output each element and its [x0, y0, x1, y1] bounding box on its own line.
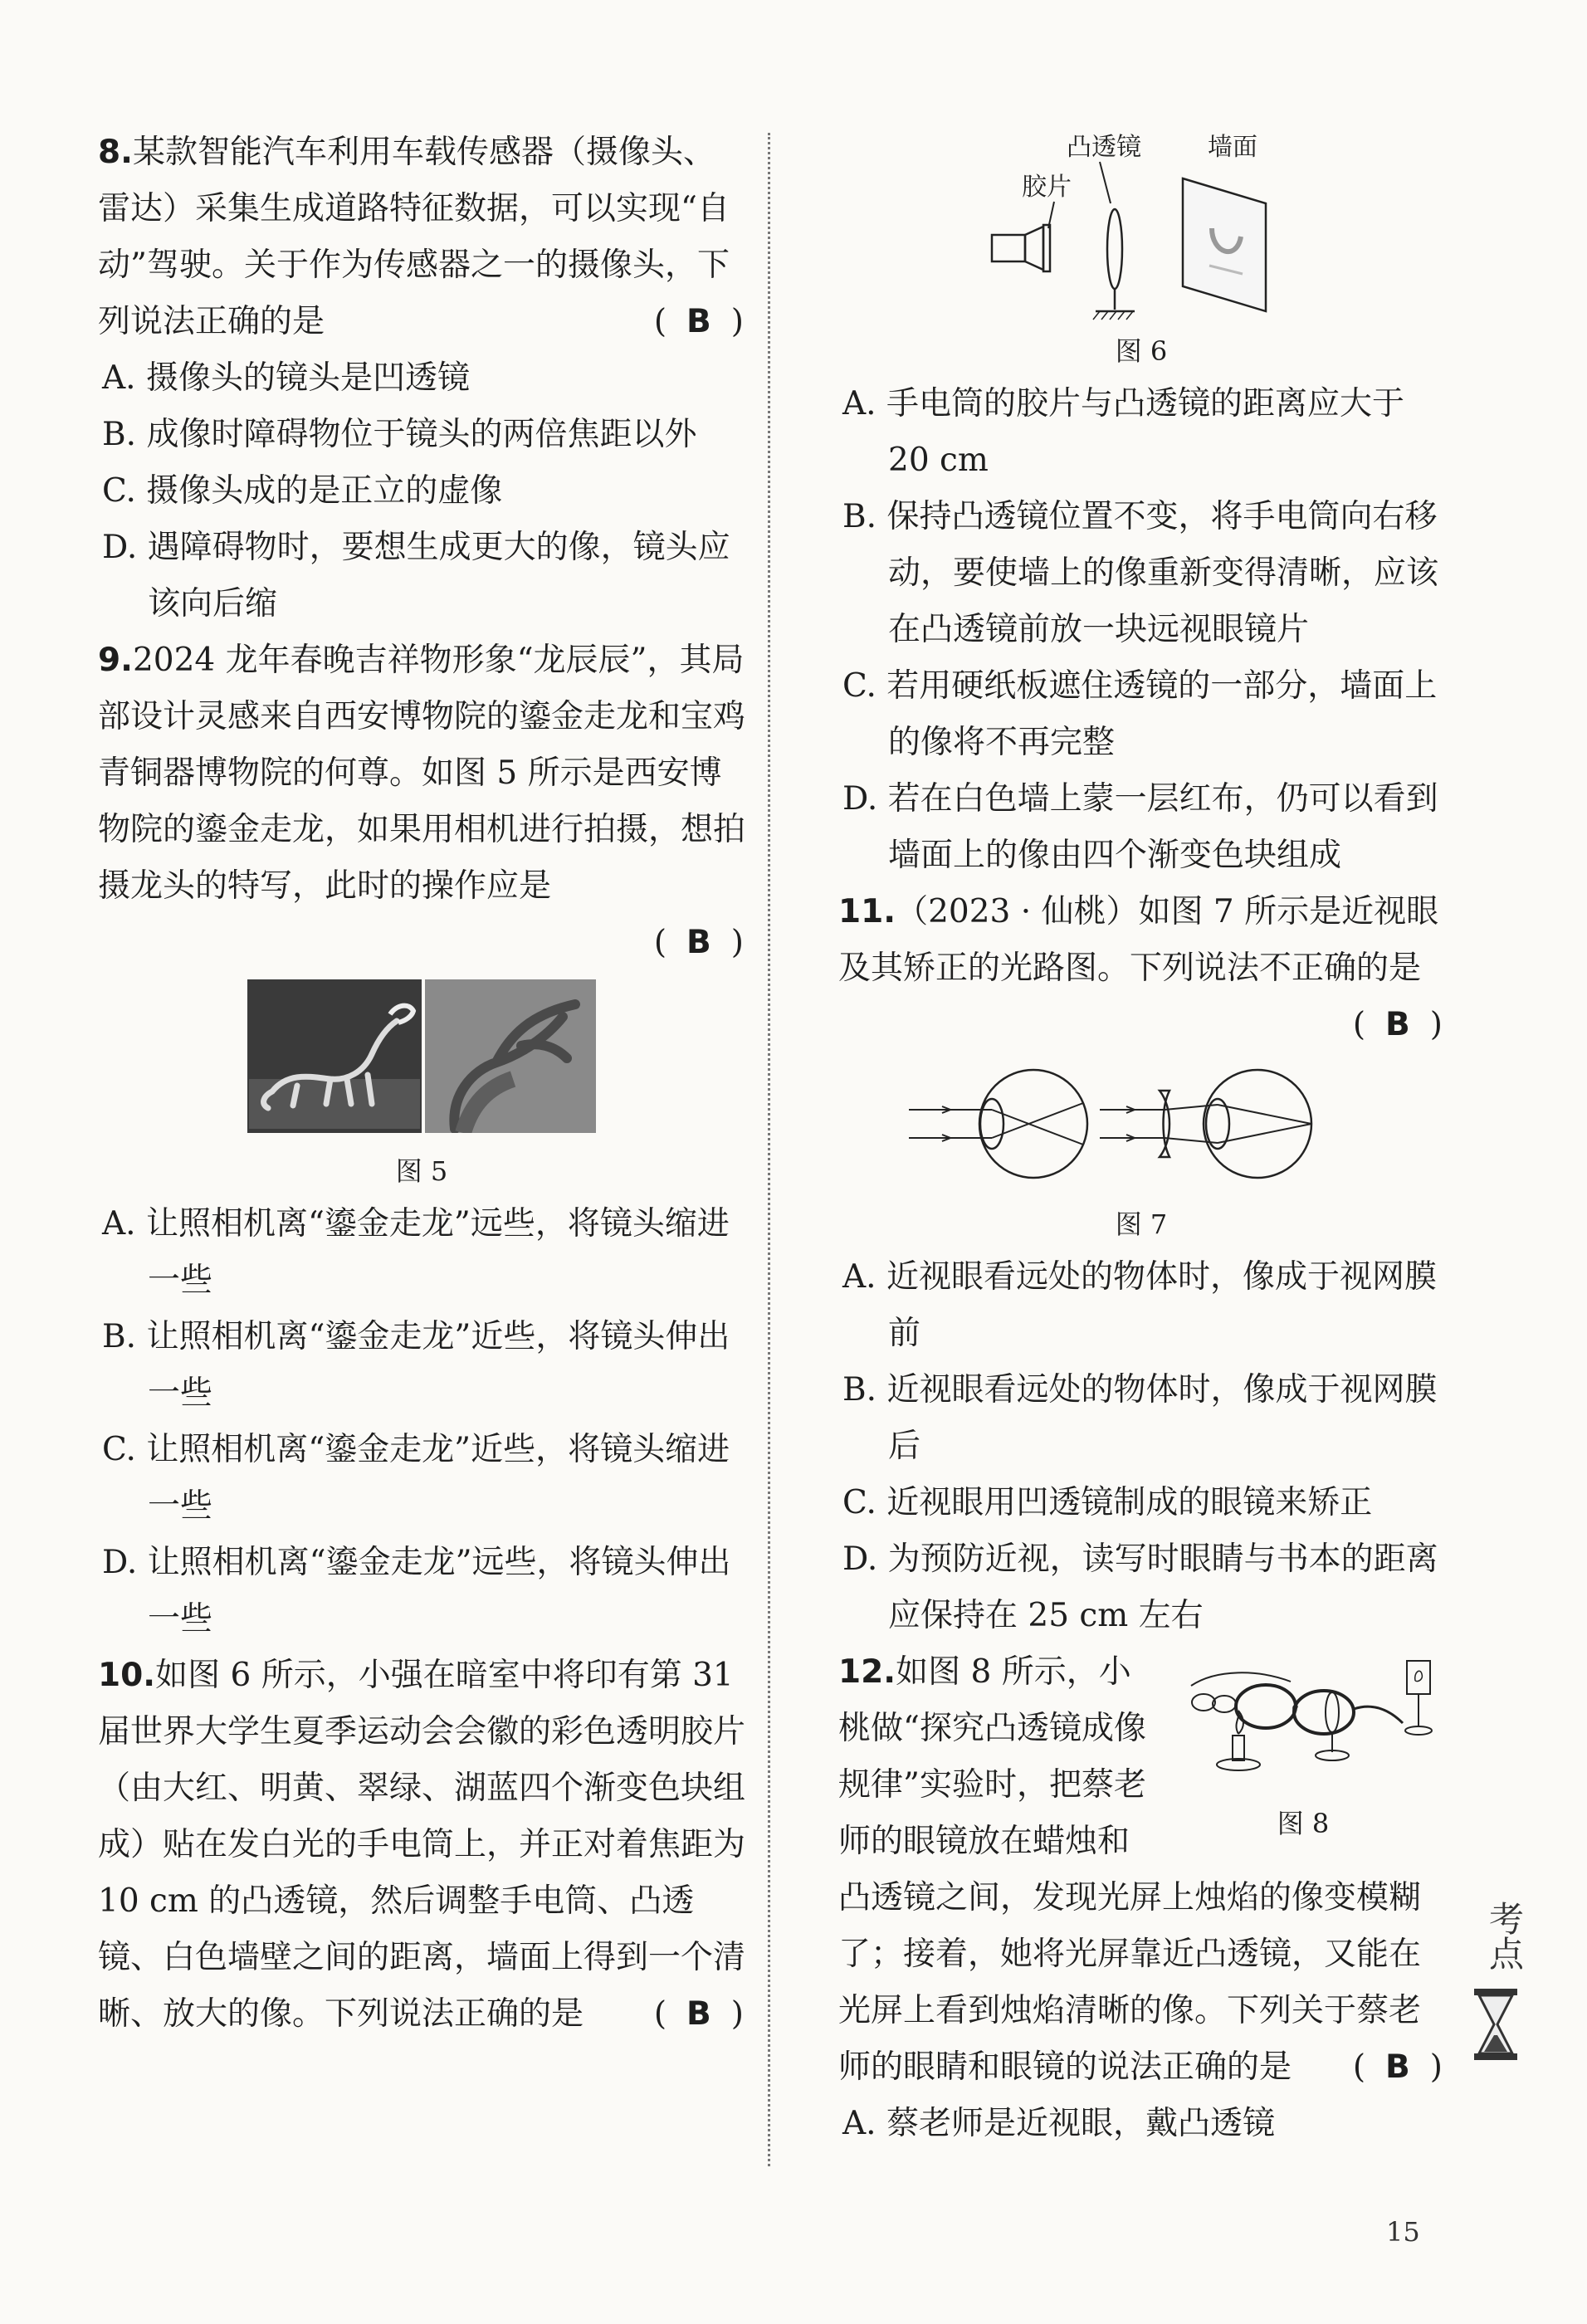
figure-caption: 图 7 — [1115, 1208, 1168, 1240]
question-stem: 如图 8 所示，小桃做“探究凸透镜成像规律”实验时，把蔡老师的眼镜放在蜡烛和凸透镜之间，发现光屏上烛焰的像变模糊了；接着，她将光屏靠近凸透镜，又能在光屏上看到烛焰清晰的像。下列关于蔡老师的眼睛和眼镜的说法正确的是 — [838, 1653, 1422, 2086]
option-d: D. 让照相机离“鎏金走龙”远些，将镜头伸出一些 — [102, 1544, 731, 1638]
answer-key: B — [686, 924, 713, 961]
answer-key: B — [686, 303, 713, 340]
column-divider — [768, 133, 770, 2166]
question-10 — [98, 1648, 745, 2043]
answer-box: ( B ) — [653, 1995, 745, 2033]
figure-6 — [838, 129, 1444, 371]
option-b: B. 成像时障碍物位于镜头的两倍焦距以外 — [102, 416, 697, 453]
page-number: 15 — [1386, 2216, 1420, 2248]
option-a: A. 让照相机离“鎏金走龙”远些，将镜头缩进一些 — [102, 1205, 730, 1299]
option-d: D. 遇障碍物时，要想生成更大的像，镜头应该向后缩 — [102, 529, 730, 622]
option-b: B. 近视眼看远处的物体时，像成于视网膜后 — [842, 1371, 1438, 1465]
answer-key: B — [1385, 2048, 1412, 2086]
label-lens: 凸透镜 — [1067, 133, 1141, 162]
dragon-photos — [247, 979, 596, 1133]
option-a: A. 蔡老师是近视眼，戴凸透镜 — [842, 2105, 1275, 2142]
question-number: 12. — [838, 1653, 896, 1691]
label-film: 胶片 — [1022, 173, 1072, 202]
option-d: D. 为预防近视，读写时眼睛与书本的距离应保持在 25 cm 左右 — [842, 1540, 1438, 1634]
figure-caption: 图 5 — [395, 1155, 448, 1187]
side-tab-label: 考点 — [1484, 1901, 1525, 1970]
question-number: 9. — [98, 642, 133, 679]
answer-box: ( B ) — [1352, 2048, 1444, 2086]
question-12 — [838, 1644, 1444, 2152]
option-b: B. 保持凸透镜位置不变，将手电筒向右移动，要使墙上的像重新变得清晰，应该在凸透镜前放一块远视眼镜片 — [842, 498, 1439, 648]
figure-caption: 图 6 — [1115, 335, 1168, 367]
left-column — [98, 124, 745, 2043]
myopia-ray-diagram — [909, 1062, 1374, 1186]
option-c: C. 若用硬纸板遮住透镜的一部分，墙面上的像将不再完整 — [842, 667, 1438, 761]
figure-caption: 图 8 — [1277, 1808, 1330, 1839]
flashlight-lens-wall-diagram — [984, 129, 1299, 328]
question-10-options — [838, 376, 1444, 884]
option-b: B. 让照相机离“鎏金走龙”近些，将镜头伸出一些 — [102, 1318, 730, 1412]
question-stem: 2024 龙年春晚吉祥物形象“龙辰辰”，其局部设计灵感来自西安博物院的鎏金走龙和宝鸡青铜器博物院的何尊。如图 5 所示是西安博物院的鎏金走龙，如果用相机进行拍摄，想拍摄龙头的特写，此时的操作应是 — [98, 642, 746, 905]
option-c: C. 摄像头成的是正立的虚像 — [102, 472, 503, 510]
question-stem: 某款智能汽车利用车载传感器（摄像头、雷达）采集生成道路特征数据，可以实现“自动”驾驶。关于作为传感器之一的摄像头，下列说法正确的是 — [98, 134, 730, 340]
label-wall: 墙面 — [1208, 133, 1257, 162]
question-number: 11. — [838, 893, 896, 930]
option-a: A. 近视眼看远处的物体时，像成于视网膜前 — [842, 1258, 1437, 1352]
hourglass-icon — [1472, 1987, 1519, 2062]
question-stem: 如图 6 所示，小强在暗室中将印有第 31 届世界大学生夏季运动会会徽的彩色透明胶片（由大红、明黄、翠绿、湖蓝四个渐变色块组成）贴在发白光的手电筒上，并正对着焦距为 10 cm 的凸透镜，然后调整手电筒、凸透镜、白色墙壁之间的距离，墙面上得到一个清晰、放大的像。下列说法正确的是 — [98, 1657, 746, 2033]
question-8 — [98, 124, 745, 632]
side-tab — [1471, 1901, 1525, 2083]
question-number: 10. — [98, 1657, 156, 1694]
question-stem: （2023 · 仙桃）如图 7 所示是近视眼及其矫正的光路图。下列说法不正确的是 — [838, 893, 1439, 987]
option-a: A. 摄像头的镜头是凹透镜 — [102, 359, 470, 397]
option-d: D. 若在白色墙上蒙一层红布，仍可以看到墙面上的像由四个渐变色块组成 — [842, 780, 1438, 874]
option-a: A. 手电筒的胶片与凸透镜的距离应大于 20 cm — [842, 385, 1404, 479]
answer-key: B — [686, 1995, 713, 2033]
right-column — [838, 120, 1444, 2152]
question-9 — [98, 632, 745, 1648]
answer-box: ( B ) — [1352, 1006, 1444, 1043]
option-c: C. 让照相机离“鎏金走龙”近些，将镜头缩进一些 — [102, 1431, 730, 1525]
answer-box: ( B ) — [653, 303, 745, 340]
figure-7 — [838, 1062, 1444, 1244]
question-number: 8. — [98, 134, 133, 171]
option-c: C. 近视眼用凹透镜制成的眼镜来矫正 — [842, 1484, 1373, 1521]
figure-5 — [98, 979, 745, 1191]
question-11 — [838, 884, 1444, 1644]
answer-key: B — [1385, 1006, 1412, 1043]
answer-box: ( B ) — [653, 924, 745, 961]
